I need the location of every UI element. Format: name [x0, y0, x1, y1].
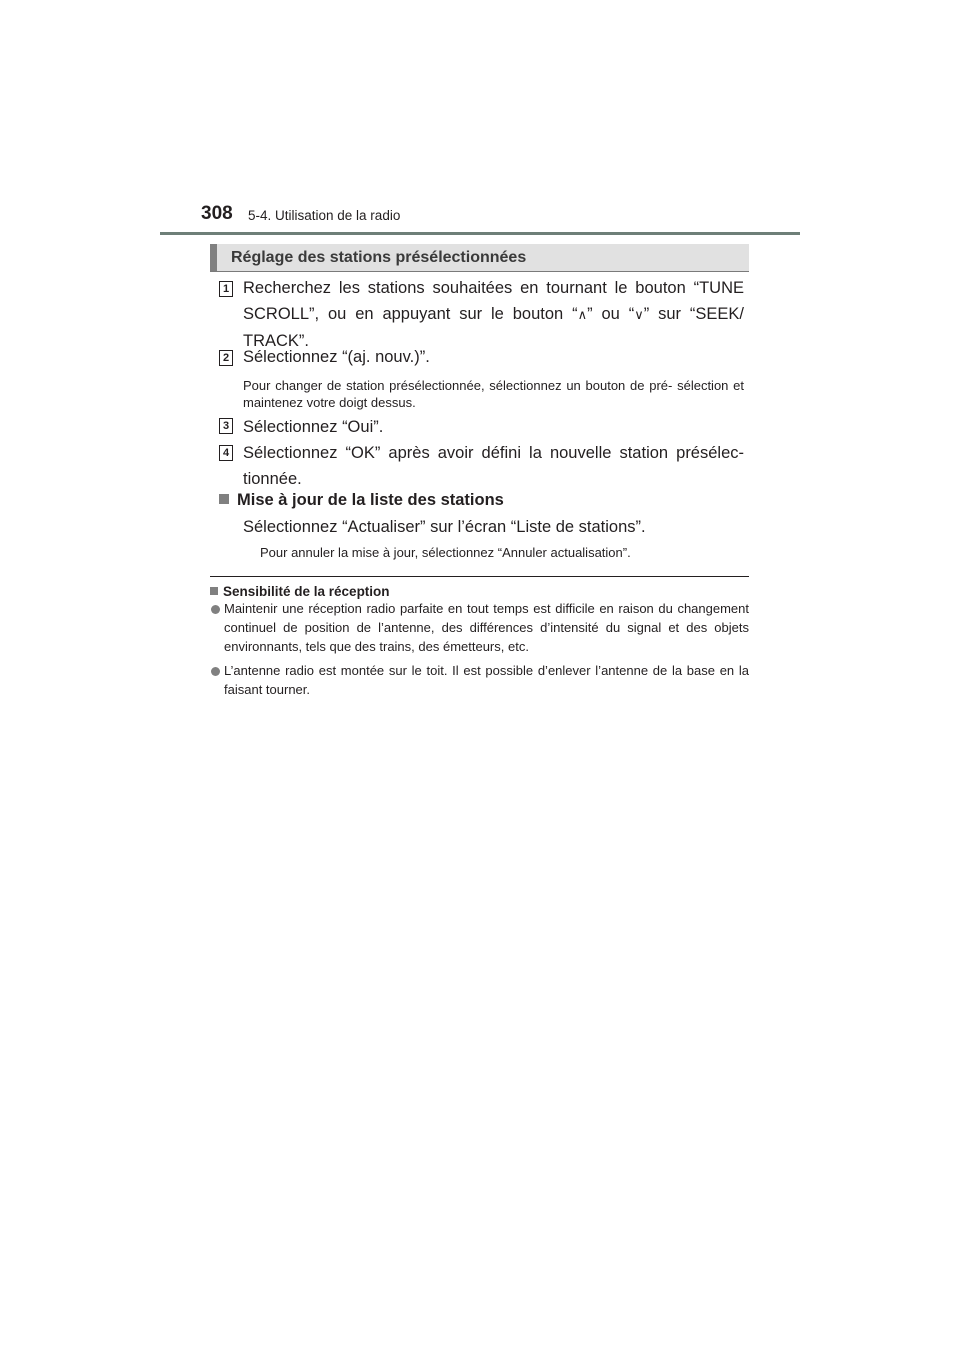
square-bullet-icon — [219, 494, 229, 504]
section-underline — [210, 271, 749, 272]
subsection-heading — [219, 491, 504, 510]
info-divider — [210, 576, 749, 577]
step-1-text-before: Recherchez les stations souhaitées en tournant le bouton “TUNE SCROLL”, ou en appuyant sur le bouton “ — [243, 279, 744, 323]
step-number-2: 2 — [219, 350, 233, 366]
info-bullet-2: L’antenne radio est montée sur le toit. Il est possible d’enlever l’antenne de la base en la faisant tourner. — [224, 663, 749, 697]
up-arrow-icon: ∧ — [577, 307, 588, 322]
chapter-title: 5-4. Utilisation de la radio — [248, 208, 401, 223]
step-number-4: 4 — [219, 445, 233, 461]
step-text-1 — [243, 275, 744, 354]
down-arrow-icon: ∨ — [634, 307, 644, 322]
section-heading — [210, 244, 749, 271]
section-heading-text: Réglage des stations présélectionnées — [231, 249, 527, 266]
subsection-body: Sélectionnez “Actualiser” sur l’écran “Liste de stations”. — [243, 518, 646, 536]
bullet-dot-icon — [211, 605, 220, 614]
step-2-note: Pour changer de station présélectionnée, sélectionnez un bouton de pré- sélection et maintenez votre doigt dessus. — [243, 378, 744, 410]
step-number-3: 3 — [219, 418, 233, 434]
step-number-1: 1 — [219, 281, 233, 297]
info-heading — [210, 584, 390, 599]
page-number: 308 — [201, 203, 233, 224]
step-text-4: Sélectionnez “OK” après avoir défini la nouvelle station présélec- tionnée. — [243, 444, 744, 488]
square-bullet-icon — [210, 587, 218, 595]
info-bullet-1: Maintenir une réception radio parfaite en tout temps est difficile en raison du changement continuel de position de l’antenne, des différences d’intensité du signal et des objets environnants, tels que des trains, des émetteurs, etc. — [224, 601, 749, 654]
subsection-note: Pour annuler la mise à jour, sélectionnez “Annuler actualisation”. — [260, 545, 631, 560]
header-divider — [160, 232, 800, 235]
step-1-text-middle: ” ou “ — [587, 305, 635, 323]
step-text-3: Sélectionnez “Oui”. — [243, 418, 384, 436]
info-heading-text: Sensibilité de la réception — [223, 584, 390, 599]
bullet-dot-icon — [211, 667, 220, 676]
step-1-text-after: ” sur “SEEK/ TRACK”. — [243, 305, 744, 350]
subsection-heading-text: Mise à jour de la liste des stations — [237, 491, 504, 509]
step-text-2: Sélectionnez “(aj. nouv.)”. — [243, 348, 430, 366]
